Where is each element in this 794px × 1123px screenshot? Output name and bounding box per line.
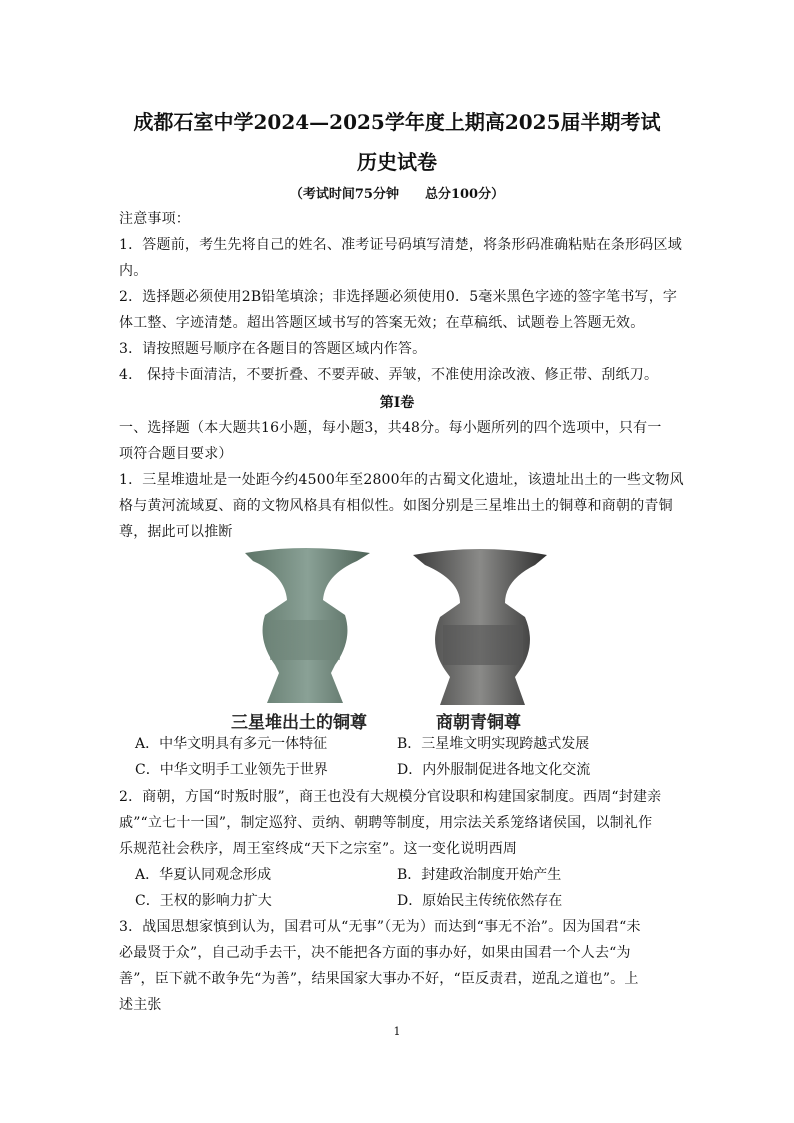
page-number: 1 xyxy=(393,1025,401,1038)
question-1-option-d: D．内外服制促进各地文化交流 xyxy=(397,762,591,778)
note-line: 体工整、字迹清楚。超出答题区域书写的答案无效；在草稿纸、试题卷上答题无效。 xyxy=(119,315,645,331)
bronze-vessels-figure xyxy=(225,545,560,710)
exam-title: 成都石室中学2024—2025学年度上期高2025届半期考试 xyxy=(133,110,661,134)
question-1-option-a: A．中华文明具有多元一体特征 xyxy=(135,736,328,752)
figure-caption-left: 三星堆出土的铜尊 xyxy=(231,713,367,733)
note-line: 4． 保持卡面清洁，不要折叠、不要弄破、弄皱，不准使用涂改液、修正带、刮纸刀。 xyxy=(119,367,659,383)
question-2-option-d: D．原始民主传统依然存在 xyxy=(397,893,563,909)
shang-zun-image xyxy=(413,549,547,705)
question-3-text: 善”，臣下就不敢争先“为善”，结果国家大事办不好，“臣反责君，逆乱之道也”。上 xyxy=(119,971,639,987)
exam-info: （考试时间75分钟 总分100分） xyxy=(289,187,505,202)
question-2-option-a: A．华夏认同观念形成 xyxy=(135,867,272,883)
question-1-option-c: C．中华文明手工业领先于世界 xyxy=(135,762,328,778)
exam-subtitle: 历史试卷 xyxy=(357,150,437,174)
section-intro: 一、选择题（本大题共16小题，每小题3，共48分。每小题所列的四个选项中，只有一 xyxy=(119,420,662,436)
question-2-option-b: B．封建政治制度开始产生 xyxy=(397,867,562,883)
question-3-text: 3．战国思想家慎到认为，国君可从“无事”（无为）而达到“事无不治”。因为国君“未 xyxy=(119,919,641,935)
question-2-option-c: C．王权的影响力扩大 xyxy=(135,893,272,909)
question-2-text: 2．商朝，方国“时叛时服”，商王也没有大规模分官设职和构建国家制度。西周“封建亲 xyxy=(119,789,662,805)
question-3-text: 必最贤于众”，自己动手去干，决不能把各方面的事办好，如果由国君一个人去“为 xyxy=(119,945,631,961)
question-2-text: 乐规范社会秩序，周王室终成“天下之宗室”。这一变化说明西周 xyxy=(119,841,518,857)
sanxingdui-zun-image xyxy=(245,548,370,703)
question-1-text: 格与黄河流域夏、商的文物风格具有相似性。如图分别是三星堆出土的铜尊和商朝的青铜 xyxy=(119,498,673,514)
note-line: 3．请按照题号顺序在各题目的答题区域内作答。 xyxy=(119,341,427,357)
figure-caption-right: 商朝青铜尊 xyxy=(436,713,521,733)
question-1-text: 尊，据此可以推断 xyxy=(119,524,233,540)
question-2-text: 戚”“立七十一国”，制定巡狩、贡纳、朝聘等制度，用宗法关系笼络诸侯国，以制礼作 xyxy=(119,815,653,831)
section-title: 第Ⅰ卷 xyxy=(379,395,415,411)
section-intro: 项符合题目要求） xyxy=(119,446,233,462)
question-1-text: 1．三星堆遗址是一处距今约4500年至2800年的古蜀文化遗址，该遗址出土的一些文物风 xyxy=(119,472,684,488)
question-1-option-b: B．三星堆文明实现跨越式发展 xyxy=(397,736,590,752)
notes-heading: 注意事项： xyxy=(119,211,190,227)
note-line: 1．答题前，考生先将自己的姓名、准考证号码填写清楚，将条形码准确粘贴在条形码区域 xyxy=(119,237,682,253)
question-3-text: 述主张 xyxy=(119,997,162,1013)
note-line: 内。 xyxy=(119,263,148,279)
note-line: 2．选择题必须使用2B铅笔填涂；非选择题必须使用0．5毫米黑色字迹的签字笔书写，字 xyxy=(119,289,678,305)
